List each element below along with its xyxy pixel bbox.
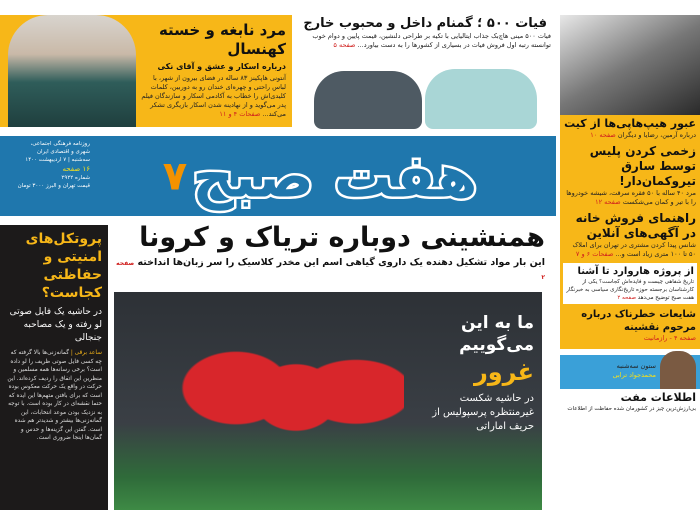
story-police[interactable]: [560, 142, 700, 209]
hopkins-photo: [8, 15, 136, 127]
fiat-story[interactable]: [300, 15, 555, 130]
hopkins-body: آنتونی هاپکینز ۸۳ ساله در فضای بیرون از شهر، با لباس راحتی و چهره‌ای خندان رو به دوربین، کلمات کلیدی‌اش را خطاب به آکادمی اسکار و سازندگان فیلم پدر می‌گوید و از نهادینه شدن اسکار بازیگری تشکر می‌کند... صفحات ۴ و ۱۱: [141, 74, 286, 118]
side-top-title: عبور هیپ‌هاپی‌ها از کیت: [564, 117, 696, 130]
masthead: [0, 136, 556, 216]
football-photo: [114, 292, 542, 510]
story-rumors-title: شایعات خطرناک درباره مرحوم نقشینه: [581, 309, 696, 333]
left-column-title: پروتکل‌های امنیتی و حفاظتی کجاست؟: [25, 231, 102, 301]
main-headline: همنشینی دوباره تریاک و کرونا: [139, 222, 545, 253]
car-photo-light: [425, 69, 537, 129]
story-free-info-title: اطلاعات مفت: [620, 391, 696, 404]
fiat-body: فیات ۵۰۰ مینی هاچ‌بک جذاب ایتالیایی با تکیه بر طراحی دلنشین، قیمت پایین و دوام خوب توانسته رتبه اول فروش فیات در بسیاری از کشورها را به دست بیاورد... صفحه ۵: [312, 32, 551, 49]
story-harvard-body: تاریخ شفاهی چیست و فایده‌اش کجاست؟ یکی از کارشناسان برجسته حوزه تاریخ‌نگاری سیاسی به خبرنگار هفت صبح توضیح می‌دهد صفحه ۲: [566, 279, 694, 301]
column-author: محمدجواد ترابی: [612, 371, 656, 379]
column-banner: [560, 355, 700, 389]
main-story[interactable]: [115, 220, 545, 284]
story-rumors[interactable]: [560, 306, 700, 345]
story-house[interactable]: [560, 209, 700, 261]
logo: هفت صبح ۷: [162, 142, 478, 211]
masthead-pages: ۱۶ صفحه: [62, 165, 90, 173]
story-harvard-title: از پروژه هاروارد تا آشنا: [577, 266, 694, 277]
masthead-info-line: شهری و اقتصادی ایران: [36, 149, 90, 155]
story-police-body: مرد ۴۰ ساله با ۵۰ فقره سرقت، شیشه خودروها را با تیر و کمان می‌شکست صفحه ۱۲: [566, 189, 696, 206]
story-free-info-body: بی‌ارزش‌ترین چیز در کشورمان شده حفاظت از اطلاعات: [567, 406, 696, 412]
fiat-title: فیات ۵۰۰ ؛ گمنام داخل و محبوب خارج: [303, 16, 547, 31]
right-column: [560, 15, 700, 415]
hopkins-title: مرد نابغه و خسته کهنسال: [158, 21, 286, 58]
story-rumors-ref: صفحه ۴ - رازمانیت: [643, 334, 696, 342]
story-harvard[interactable]: [563, 263, 697, 304]
photo-story-line: می‌گوییم: [459, 335, 534, 355]
left-column[interactable]: [0, 225, 108, 510]
author-photo: [660, 351, 696, 389]
story-house-body: شانس پیدا کردن مشتری در تهران برای املاک ۵۰ تا ۱۰۰ متری زیاد است و... صفحات ۶ و ۷: [572, 241, 696, 258]
photo-story-caption: در حاشیه شکست غیرمنتظره پرسپولیس از حریف اماراتی: [432, 393, 534, 432]
masthead-info-line: روزنامه فرهنگی اجتماعی،: [30, 141, 90, 147]
main-subhead: این بار مواد تشکیل دهنده یک داروی گیاهی اسم این مخدر کلاسیک را سر زبان‌ها انداخته صفحه ۲: [116, 257, 545, 281]
masthead-price: قیمت تهران و البرز ۳۰۰۰ تومان: [17, 183, 90, 189]
column-label: ستون سه‌شنبه: [616, 362, 656, 370]
photo-story-highlight: غرور: [473, 358, 534, 386]
masthead-issue: شماره ۲۹۲۲: [61, 175, 90, 181]
story-free-info[interactable]: [560, 389, 700, 415]
car-photo-dark: [314, 71, 422, 129]
side-top-story[interactable]: [560, 115, 700, 142]
masthead-date: سه‌شنبه | ۷ اردیبهشت ۱۴۰۰: [25, 157, 90, 163]
side-top-subtitle: درباره آرمین، رضایا و دیگران صفحه ۱۰: [590, 131, 696, 139]
photo-story-line: ما به این: [461, 313, 534, 333]
left-column-body: ساعد برقی | گمانه‌زنی‌ها بالا گرفته که چه کسی فایل صوتی ظریف را لو داده است؟ برخی رسانه‌ها همه مسلمین و منظرین این اتفاق را ردیف کرده‌اند. این حرکت در واقع یک حرکت معکوس بوده است که برای بافتن متهم‌ها این ایده که حتما نقشه‌ای در کار بوده است. با توجه به نزدیک بودن موعد انتخابات، این گمانه‌زنی‌ها بیشتر و شدیدتر هم شده است. گفتن این گزینه‌ها و حدس و گمان‌ها اینجا ضروری است.: [7, 350, 102, 441]
player-figures: [164, 312, 404, 502]
story-house-title: راهنمای فروش خانه در آگهی‌های آنلاین: [575, 211, 696, 240]
hopkins-subtitle: درباره اسکار و عشق و آقای نکی: [157, 62, 286, 71]
hopkins-story[interactable]: [0, 15, 292, 127]
story-police-title: زخمی کردن پلیس توسط سارق تیروکمان‌دار!: [589, 144, 696, 188]
side-top-photo: [560, 15, 700, 115]
left-column-subtitle: در حاشیه یک فایل صوتی لو رفته و یک مصاحبه جنجالی: [9, 307, 102, 343]
